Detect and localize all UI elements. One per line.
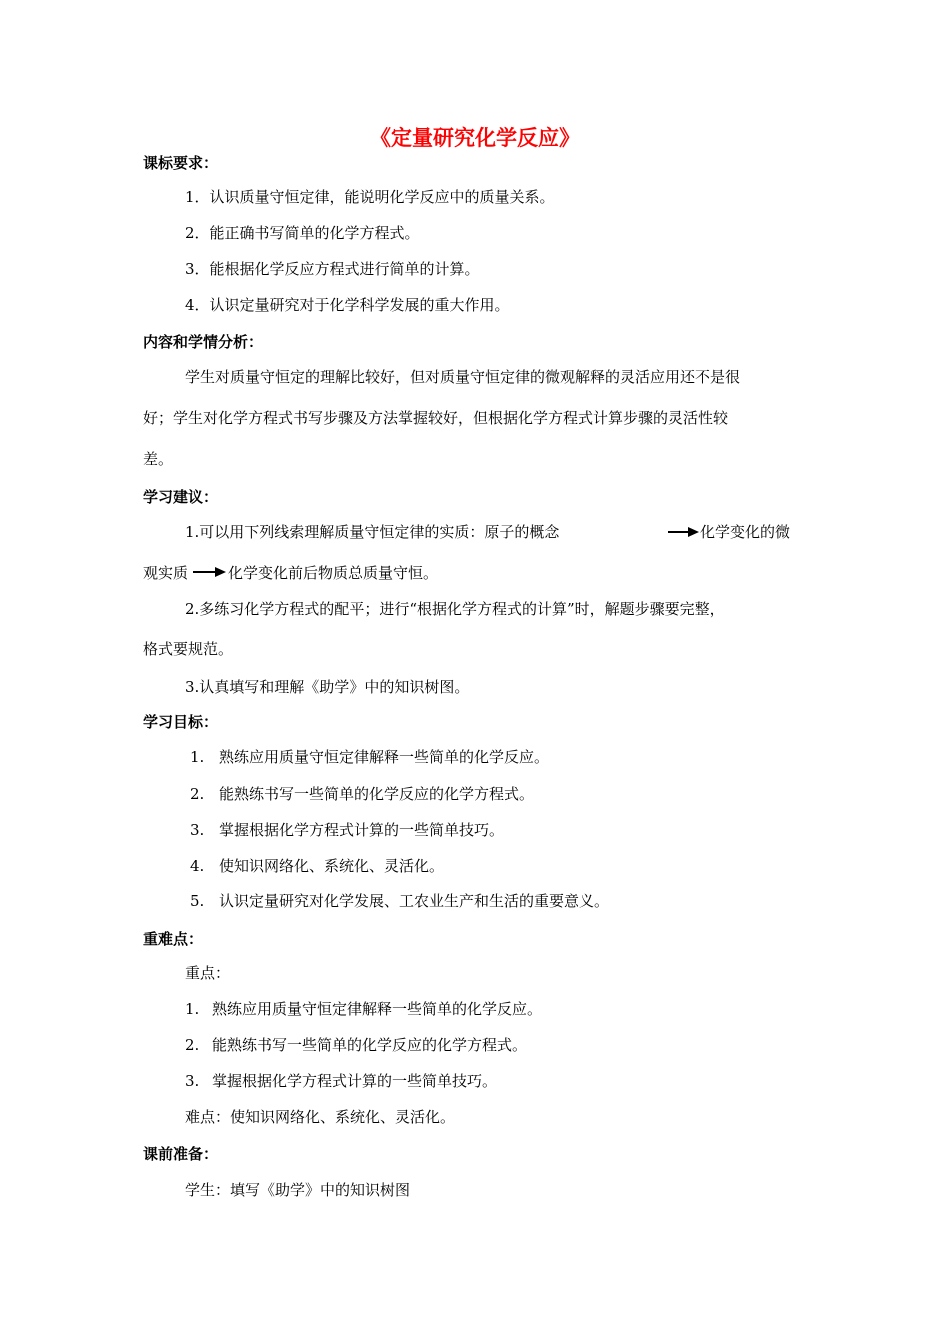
suggestion-3: 3.认真填写和理解《助学》中的知识树图。 [185, 678, 470, 696]
key-point-number: 2. [185, 1036, 200, 1054]
analysis-line-2: 好；学生对化学方程式书写步骤及方法掌握较好，但根据化学方程式计算步骤的灵活性较 [143, 409, 729, 427]
curriculum-item-2: 2．能正确书写简单的化学方程式。 [185, 224, 420, 242]
section-heading-preparation: 课前准备： [143, 1145, 219, 1163]
goal-item-4: 使知识网络化、系统化、灵活化。 [219, 857, 445, 875]
key-point-number: 3. [185, 1072, 200, 1090]
section-heading-key-points: 重难点： [143, 930, 204, 948]
suggestion-1-part-c: 观实质 [143, 564, 189, 582]
preparation-student: 学生：填写《助学》中的知识树图 [185, 1181, 411, 1199]
arrow-right-icon [193, 564, 227, 580]
goal-number: 5. [190, 892, 205, 910]
key-point-number: 1. [185, 1000, 200, 1018]
analysis-line-1: 学生对质量守恒定的理解比较好，但对质量守恒定律的微观解释的灵活应用还不是很 [185, 368, 741, 386]
key-point-item-2: 能熟练书写一些简单的化学反应的化学方程式。 [212, 1036, 528, 1054]
analysis-line-3: 差。 [143, 450, 174, 468]
suggestion-1-part-a: 1.可以用下列线索理解质量守恒定律的实质：原子的概念 [185, 523, 560, 541]
curriculum-item-3: 3．能根据化学反应方程式进行简单的计算。 [185, 260, 480, 278]
curriculum-item-1: 1．认识质量守恒定律，能说明化学反应中的质量关系。 [185, 188, 555, 206]
goal-item-3: 掌握根据化学方程式计算的一些简单技巧。 [219, 821, 505, 839]
goal-item-2: 能熟练书写一些简单的化学反应的化学方程式。 [219, 785, 535, 803]
suggestion-2-line-2: 格式要规范。 [143, 640, 234, 658]
difficulty-line: 难点：使知识网络化、系统化、灵活化。 [185, 1108, 456, 1126]
section-heading-goals: 学习目标： [143, 713, 219, 731]
suggestion-1-part-b: 化学变化的微 [700, 523, 791, 541]
key-point-item-3: 掌握根据化学方程式计算的一些简单技巧。 [212, 1072, 498, 1090]
goal-number: 3. [190, 821, 205, 839]
goal-item-5: 认识定量研究对化学发展、工农业生产和生活的重要意义。 [219, 892, 610, 910]
document-title: 《定量研究化学反应》 [370, 126, 580, 150]
suggestion-2-line-1: 2.多练习化学方程式的配平；进行“根据化学方程式的计算”时，解题步骤要完整， [185, 600, 725, 618]
suggestion-1-part-d: 化学变化前后物质总质量守恒。 [228, 564, 439, 582]
curriculum-item-4: 4．认识定量研究对于化学科学发展的重大作用。 [185, 296, 510, 314]
arrow-right-icon [668, 524, 700, 540]
key-points-label: 重点： [185, 964, 231, 982]
goal-number: 4. [190, 857, 205, 875]
key-point-item-1: 熟练应用质量守恒定律解释一些简单的化学反应。 [212, 1000, 543, 1018]
section-heading-suggestions: 学习建议： [143, 488, 219, 506]
section-heading-curriculum: 课标要求： [143, 154, 219, 172]
section-heading-analysis: 内容和学情分析： [143, 333, 264, 351]
goal-number: 1. [190, 748, 205, 766]
goal-item-1: 熟练应用质量守恒定律解释一些简单的化学反应。 [219, 748, 550, 766]
goal-number: 2. [190, 785, 205, 803]
